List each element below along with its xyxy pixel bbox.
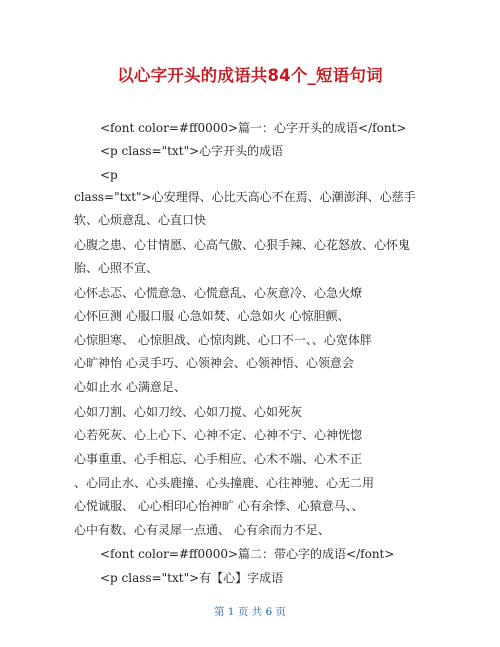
document-title: 以心字开头的成语共84个_短语句词: [117, 66, 383, 85]
text-line: 心若死灰、心上心下、心神不定、心神不宁、心神恍惚: [74, 428, 363, 442]
text-line: <p: [100, 168, 118, 182]
text-line: 心事重重、心手相忘、心手相应、心术不端、心术不正: [74, 452, 363, 466]
text-line: <p class="txt">有【心】字成语: [100, 571, 284, 585]
text-line: 心怀忐忑、心慌意急、心慌意乱、心灰意冷、心急火燎: [74, 286, 363, 300]
text-line: 心悦诚服、 心心相印心怡神旷 心有余悸、心猿意马、、: [74, 499, 364, 513]
text-line: class="txt">心安理得、心比天高心不在焉、心潮澎湃、心慈手: [74, 190, 416, 204]
text-line: 心惊胆寒、 心惊胆战、心惊肉跳、心口不一、、心宽体胖: [74, 333, 372, 347]
text-line: <font color=#ff0000>篇一：心字开头的成语</font>: [100, 121, 407, 135]
text-line: 胎、心照不宣、: [74, 261, 159, 275]
text-line: 心旷神怡 心灵手巧、心领神会、心领神悟、心领意会: [74, 356, 354, 370]
text-line: 软、心烦意乱、心直口快: [74, 213, 207, 227]
text-line: 、心同止水、心头鹿撞、心头撞鹿、心往神驰、心无二用: [74, 476, 375, 490]
page-number: 第 1 页 共 6 页: [213, 606, 287, 618]
text-line: <font color=#ff0000>篇二：带心字的成语</font>: [100, 547, 395, 561]
text-line: <p class="txt">心字开头的成语: [100, 144, 284, 158]
text-line: 心怀叵测 心服口服 心急如焚、心急如火 心惊胆颤、: [74, 309, 350, 323]
text-line: 心腹之患、心甘情愿、心高气傲、心狠手辣、心花怒放、心怀鬼: [74, 238, 411, 252]
text-line: 心如止水 心满意足、: [74, 380, 186, 394]
text-line: 心如刀割、心如刀绞、心如刀搅、心如死灰: [74, 405, 303, 419]
text-line: 心中有数、心有灵犀一点通、 心有余而力不足、: [74, 523, 330, 537]
